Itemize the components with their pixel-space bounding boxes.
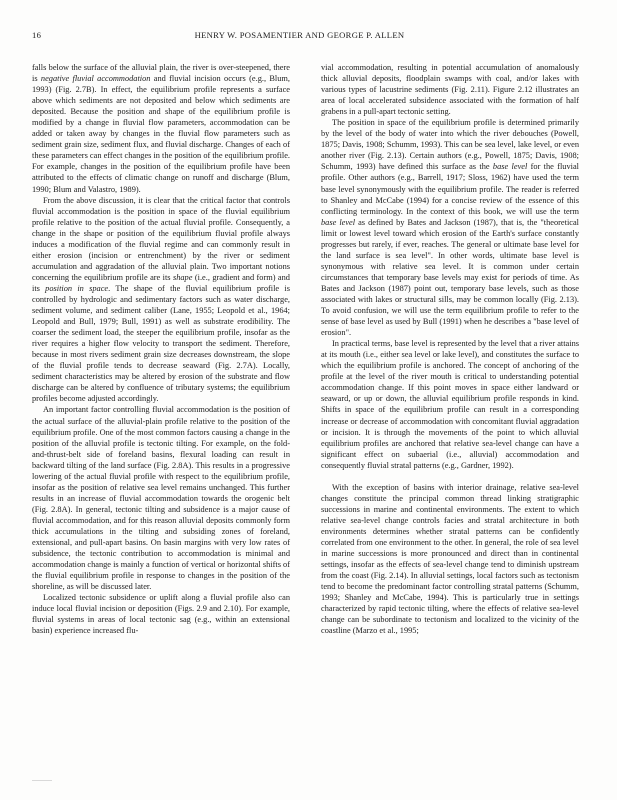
right-paragraph-4: With the exception of basins with interior drainage, relative sea-level changes constitute the principal common thread linking stratigraphic successions in marine and continental environments. The extent to which relative sea-level change controls facies and stratal architecture in both environments determines whether stratal patterns can be confidently correlated from one environment to the other. In general, the role of sea level in marine successions is more pronounced and direct than in continental settings, insofar as the effects of sea-level change tend to diminish upstream from the coast (Fig. 2.14). In alluvial settings, local factors such as tectonism tend to become the predominant factor controlling stratal patterns (Schumm, 1993; Shanley and McCabe, 1994). This is particularly true in settings characterized by rapid tectonic tilting, where the effects of relative sea-level change can be subordinate to tectonism and localized to the vicinity of the coastline (Marzo et al., 1995;: [321, 482, 579, 636]
text-run: (i.e., gradient and form) and its: [32, 272, 290, 293]
scan-mark: [32, 780, 52, 781]
emphasis: base level: [492, 162, 528, 172]
emphasis: negative fluvial accommodation: [40, 74, 151, 84]
text-run: falls below the surface of the alluvial plain, the river is over-steepened, there is: [32, 63, 290, 84]
right-paragraph-2: [321, 117, 579, 338]
emphasis: position in space: [45, 283, 109, 293]
right-paragraph-1: vial accommodation, resulting in potential accumulation of anomalously thick alluvial deposits, floodplain swamps with coal, and/or lakes with various types of lacustrine sediments (Fig. 2.11). Figure 2.12 illustrates an area of local accelerated subsidence associated with the formation of half grabens in a pull-apart tectonic setting.: [321, 63, 579, 117]
page-number: 16: [32, 30, 42, 40]
left-paragraph-4: Localized tectonic subsidence or uplift along a fluvial profile also can induce local fluvial incision or deposition (Figs. 2.9 and 2.10). For example, fluvial systems in areas of local tectonic sag (e.g., within an extensional basin) experience increased flu-: [32, 593, 290, 636]
running-title: HENRY W. POSAMENTIER AND GEORGE P. ALLEN: [194, 30, 405, 40]
text-run: and fluvial incision occurs (e.g., Blum, 1993) (Fig. 2.7B). In effect, the equilibrium profile represents a surface above which sediments are not deposited and below which sediments are deposited. Because the position and shape of the equilibrium profile is modified by a change in fluvial flow parameters, accommodation can be added or taken away by changes in the fluvial flow parameters such as sediment grain size, sediment flux, and fluvial discharge. Changes of each of these parameters can effect changes in the position of the equilibrium profile. For example, changes in the position of the equilibrium profile have been attributed to the effects of climatic change on runoff and discharge (Blum, 1990; Blum and Valastro, 1989).: [32, 74, 290, 194]
left-paragraph-1: [32, 62, 290, 195]
left-column: [32, 62, 290, 636]
emphasis: shape: [172, 272, 193, 282]
text-run: From the above discussion, it is clear that the critical factor that controls fluvial accommodation is the position in space of the fluvial equilibrium profile relative to the position of the actual fluvial profile. Consequently, a change in the shape or position of the equilibrium fluvial profile always induces a modification of the fluvial regime and can commonly result in either erosion (incision or entrenchment) by the river or sediment accumulation and aggradation of the alluvial plain. Two important notions concerning the equilibrium profile are its: [32, 195, 290, 282]
text-run: for the fluvial profile. Other authors (e.g., Barrell, 1917; Sloss, 1962) have used the term base level synonymously with the equilibrium profile. The reader is referred to Shanley and McCabe (1994) for a concise review of the essence of this conflicting terminology. In the context of this book, we will use the term: [321, 162, 579, 216]
left-paragraph-3: An important factor controlling fluvial accommodation is the position of the actual surface of the alluvial-plain profile relative to the position of the equilibrium profile. One of the most common factors causing a change in the position of the alluvial profile is tectonic tilting. For example, on the fold-and-thrust-belt side of foreland basins, flexural loading can result in backward tilting of the land surface (Fig. 2.8A). This results in a progressive lowering of the actual fluvial profile with respect to the equilibrium profile, insofar as the position of relative sea level remains unchanged. This further results in an increase of fluvial accommodation towards the orogenic belt (Fig. 2.8A). In general, tectonic tilting and subsidence is a major cause of fluvial accommodation, and for this reason alluvial deposits commonly form thick accumulations in the tilting and subsiding zones of foreland, extensional, and pull-apart basins. On basin margins with very low rates of subsidence, the tectonic contribution to accommodation is minimal and accommodation change is mainly a function of vertical or horizontal shifts of the fluvial equilibrium profile in response to changes in the position of the shoreline, as will be discussed later.: [32, 405, 290, 592]
right-column: [321, 62, 579, 636]
emphasis: base level: [321, 217, 356, 227]
page-header: [32, 30, 567, 44]
left-paragraph-2: [32, 195, 290, 405]
text-run: as defined by Bates and Jackson (1987), that is, the "theoretical limit or lowest level toward which erosion of the Earth's surface constantly progresses but rarely, if ever, reaches. The general or ultimate base level for the land surface is sea level". In other words, ultimate base level is synonymous with relative sea level. It is common under certain circumstances that temporary base levels may exist for periods of time. As Bates and Jackson (1987) point out, temporary base levels, such as those associated with lakes or structural sills, may be common locally (Fig. 2.13). To avoid confusion, we will use the term equilibrium profile to refer to the sense of base level as used by Bull (1991) when he describes a "base level of erosion".: [321, 217, 579, 338]
text-run: The position in space of the equilibrium profile is determined primarily by the level of the body of water into which the river debouches (Powell, 1875; Davis, 1908; Schumm, 1993). This can be sea level, lake level, or even another river (Fig. 2.13). Certain authors (e.g., Powell, 1875; Davis, 1908; Schumm, 1993) have defined this surface as the: [321, 118, 579, 172]
text-run: . The shape of the fluvial equilibrium profile is controlled by hydrologic and sedimentary factors such as water discharge, sediment volume, and sediment caliber (Lane, 1955; Leopold et al., 1964; Leopold and Bull, 1979; Bull, 1991) as well as substrate erodibility. The coarser the sediment load, the steeper the equilibrium profile, insofar as the river requires a higher flow velocity to transport the sediment. Therefore, because in most rivers sediment grain size decreases downstream, the slope of the fluvial profile tends to decrease seaward (Fig. 2.7A). Locally, sediment characteristics may be altered by erosion of the substrate and flow discharge can be altered by confluence of tributary systems; the equilibrium profiles become adjusted accordingly.: [32, 283, 290, 404]
right-paragraph-3: In practical terms, base level is represented by the level that a river attains at its mouth (i.e., either sea level or lake level), and constitutes the surface to which the equilibrium profile is anchored. The concept of anchoring of the profile at the level of the river mouth is critical to understanding potential accommodation change. If this point moves in space either landward or seaward, or up or down, the alluvial equilibrium profile responds in kind. Shifts in space of the equilibrium profile can result in a corresponding increase or decrease of accommodation with concomitant fluvial aggradation or incision. It is through the movements of the point to which alluvial equilibrium profiles are anchored that relative sea-level change can have a significant effect on subaerial (i.e., alluvial) accommodation and consequently fluvial stratal patterns (e.g., Gardner, 1992).: [321, 339, 579, 470]
